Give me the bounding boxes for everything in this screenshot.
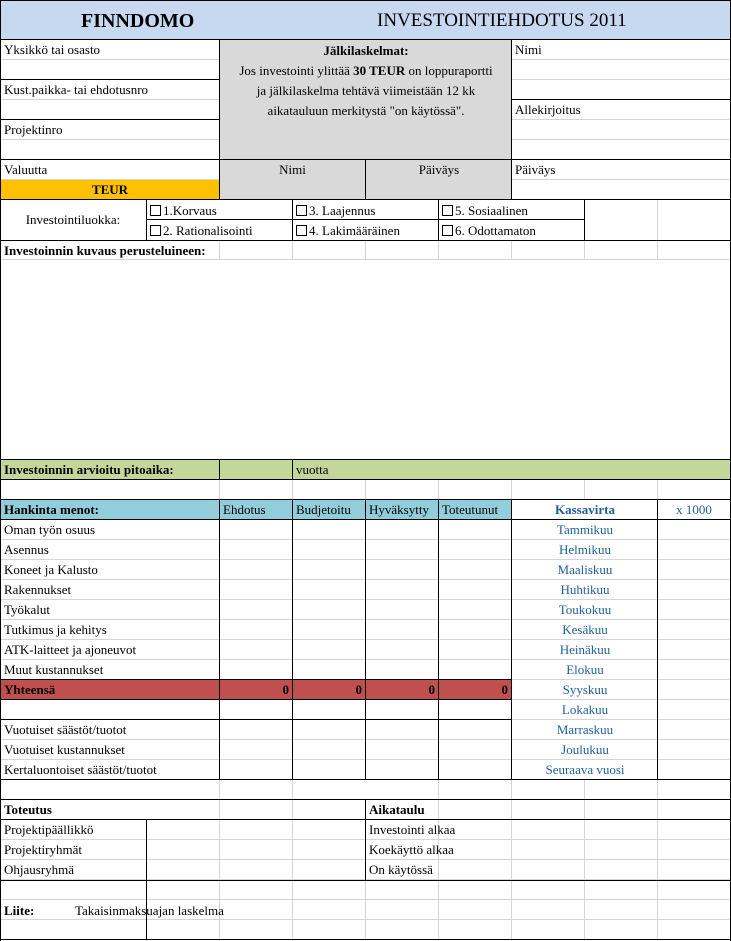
gridline [511,880,512,941]
cost-row-label: Oman työn osuus [4,522,95,537]
role-project-manager: Projektipäällikkö [4,822,94,837]
signer-name-label: Nimi [515,42,542,57]
cost-row-label: Koneet ja Kalusto [4,562,98,577]
gridline [584,480,585,500]
gridline [657,820,658,880]
cost-row-label: ATK-laitteet ja ajoneuvot [4,642,137,657]
gridline [657,200,658,240]
project-no-field[interactable] [1,140,219,159]
followup-name-field[interactable] [220,180,365,199]
followup-date-label: Päiväys [418,162,460,177]
total-proposal: 0 [282,682,289,697]
cashflow-month: Kesäkuu [562,622,608,637]
unit-label: Yksikkö tai osasto [4,42,101,57]
cashflow-title: Kassavirta [555,502,615,517]
form-title: INVESTOINTIEHDOTUS 2011 [377,10,627,31]
currency-value[interactable]: TEUR [91,182,129,197]
annual-costs-label: Vuotuiset kustannukset [4,742,125,757]
gridline [438,480,439,500]
cost-row-label: Muut kustannukset [4,662,104,677]
gridline [657,780,658,820]
cashflow-month: Elokuu [566,662,604,677]
gridline [657,880,658,941]
company-name: FINNDOMO [81,10,195,32]
total-realized: 0 [501,682,508,697]
gridline [657,240,658,260]
followup-line-1: Jos investointi ylittää 30 TEUR on loppuraportti [239,63,493,78]
signature-date-label: Päiväys [515,162,556,177]
gridline [292,780,293,820]
gridline [219,780,220,820]
total-budgeted: 0 [355,682,362,697]
execution-title: Toteutus [4,802,52,817]
gridline [584,880,585,941]
cost-center-field[interactable] [1,100,219,119]
cashflow-month: Tammikuu [556,522,614,537]
gridline [584,240,585,260]
cashflow-month: Huhtikuu [560,582,610,597]
total-label: Yhteensä [4,682,56,697]
checkbox-icon[interactable] [150,225,161,236]
signer-name-field[interactable] [512,60,730,99]
description-label: Investoinnin kuvaus perusteluineen: [4,243,206,258]
checkbox-icon[interactable] [150,205,161,216]
cashflow-month: Marraskuu [556,722,614,737]
followup-line-2: ja jälkilaskelma tehtävä viimeistään 12 kk [256,83,476,98]
unit-field[interactable] [1,60,219,79]
cashflow-month: Joulukuu [561,742,609,757]
category-label: Investointiluokka: [25,212,121,227]
gridline [219,480,220,500]
costs-header: Hankinta menot: [4,502,99,517]
cashflow-month: Syyskuu [562,682,608,697]
followup-date-field[interactable] [366,180,512,199]
category-option-5[interactable]: 5. Sosiaalinen [439,201,584,220]
gridline [292,820,293,880]
cashflow-month: Toukokuu [558,602,612,617]
one-time-savings-label: Kertaluontoiset säästöt/tuotot [4,762,157,777]
total-approved: 0 [428,682,435,697]
role-project-groups: Projektiryhmät [4,842,82,857]
signature-field[interactable] [512,120,730,159]
duration-unit: vuotta [296,462,329,477]
schedule-start: Investointi alkaa [369,822,456,837]
category-option-2[interactable]: 2. Rationalisointi [147,221,292,240]
gridline [511,480,512,500]
schedule-title: Aikataulu [369,802,425,817]
cashflow-month: Heinäkuu [559,642,611,657]
cost-row-label: Rakennukset [4,582,72,597]
duration-label: Investoinnin arvioitu pitoaika: [4,462,174,477]
col-realized: Toteutunut [442,502,499,517]
annual-savings-label: Vuotuiset säästöt/tuotot [4,722,127,737]
checkbox-icon[interactable] [442,205,453,216]
schedule-test-run: Koekäyttö alkaa [369,842,454,857]
followup-title: Jälkilaskelmat: [323,43,409,58]
attachment-label: Liite: [4,903,35,918]
col-approved: Hyväksytty [369,502,429,517]
currency-label: Valuutta [4,162,48,177]
gridline [219,820,220,880]
cashflow-unit: x 1000 [676,502,712,517]
cashflow-month: Seuraava vuosi [545,762,625,777]
cost-center-label: Kust.paikka- tai ehdotusnro [4,82,149,97]
col-proposal: Ehdotus [223,502,266,517]
checkbox-icon[interactable] [442,225,453,236]
category-option-6[interactable]: 6. Odottamaton [439,221,584,240]
category-option-1[interactable]: 1.Korvaus [147,201,292,220]
gridline [584,780,585,820]
cost-row-label: Tutkimus ja kehitys [4,622,107,637]
signature-label: Allekirjoitus [515,102,581,117]
category-option-4[interactable]: 4. Lakimääräinen [293,221,438,240]
checkbox-icon[interactable] [296,205,307,216]
cost-row-label: Asennus [4,542,49,557]
followup-name-label: Nimi [279,162,306,177]
cashflow-month: Helmikuu [559,542,611,557]
role-steering-group: Ohjausryhmä [4,862,75,877]
cashflow-month: Lokakuu [561,702,609,717]
cost-row-label: Työkalut [4,602,51,617]
category-option-3[interactable]: 3. Laajennus [293,201,438,220]
attachment-value[interactable]: Takaisinmaksuajan laskelma [75,903,224,918]
cashflow-month: Maaliskuu [557,562,613,577]
gridline [365,480,366,500]
description-field[interactable] [1,261,730,459]
gridline [292,480,293,500]
followup-line-3: aikatauluun merkitystä "on käytössä". [267,103,465,118]
duration-value-field[interactable] [220,460,292,480]
gridline [657,480,658,500]
signature-date-field[interactable] [512,180,730,199]
gridline [511,240,512,260]
gridline [438,880,439,941]
gridline [584,820,585,880]
checkbox-icon[interactable] [296,225,307,236]
project-no-label: Projektinro [4,122,63,137]
col-budgeted: Budjetoitu [296,502,351,517]
schedule-in-use: On käytössä [369,862,433,877]
